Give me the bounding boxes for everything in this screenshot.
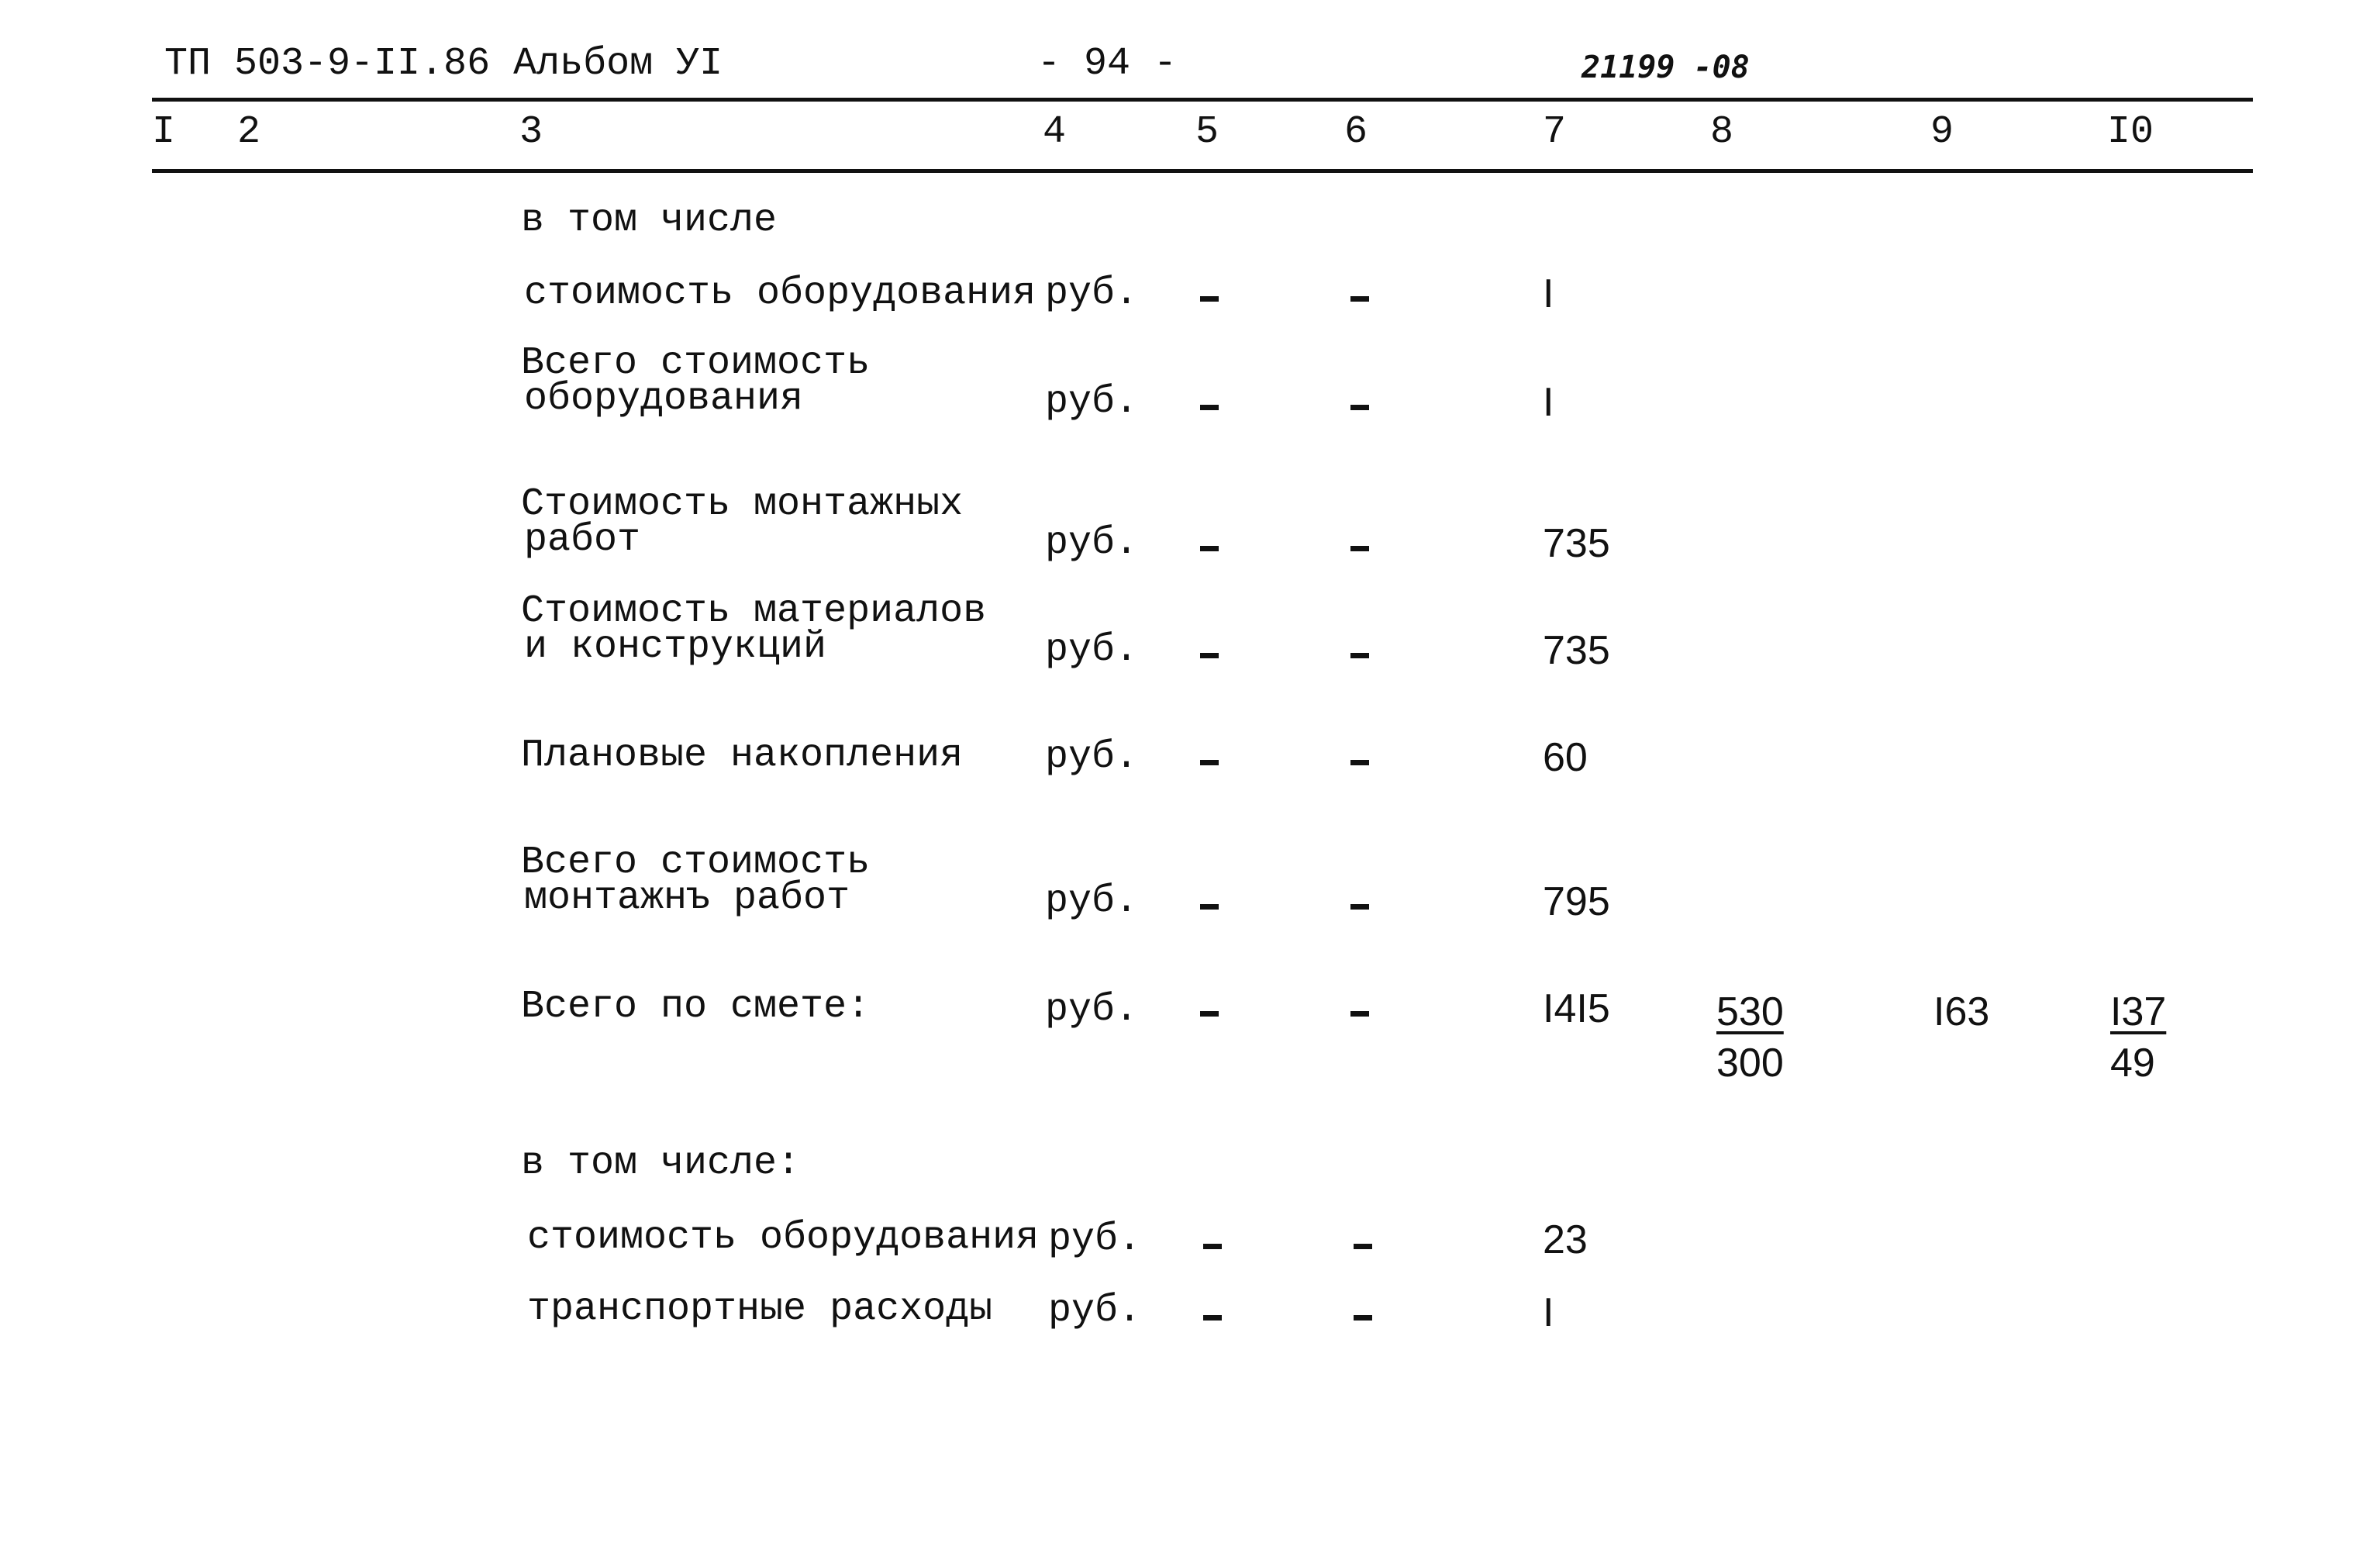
row-label: транспортные расходы	[527, 1287, 993, 1331]
value-col10-bottom: 49	[2110, 1041, 2155, 1086]
dash-col6	[1350, 546, 1369, 551]
column-header-9: 9	[1930, 110, 1954, 154]
column-header-3: 3	[519, 110, 543, 154]
column-header-6: 6	[1344, 110, 1368, 154]
row-label-line2: оборудования	[524, 377, 804, 421]
value-col7: 60	[1543, 735, 1588, 780]
row-unit: руб.	[1045, 988, 1139, 1032]
handwritten-inventory-number: 21199 -08	[1581, 50, 1750, 85]
value-col7: 23	[1543, 1217, 1588, 1262]
dash-col5	[1200, 405, 1219, 410]
dash-col5	[1200, 760, 1219, 765]
row-label-including: в том числе	[521, 199, 778, 243]
dash-col6	[1350, 296, 1369, 302]
column-header-8: 8	[1710, 110, 1734, 154]
row-label-line2: и конструкций	[524, 625, 827, 669]
value-col7: I	[1543, 1290, 1554, 1335]
dash-col5	[1203, 1315, 1222, 1321]
row-label-line1: Стоимость монтажных	[521, 482, 964, 526]
dash-col5	[1203, 1244, 1222, 1249]
row-unit: руб.	[1045, 735, 1139, 779]
column-header-2: 2	[237, 110, 261, 154]
dash-col6	[1354, 1244, 1372, 1249]
dash-col6	[1350, 1011, 1369, 1017]
value-col7: 735	[1543, 521, 1610, 566]
dash-col6	[1354, 1315, 1372, 1321]
dash-col5	[1200, 653, 1219, 658]
value-col8-top: 530	[1716, 989, 1784, 1034]
dash-col6	[1350, 405, 1369, 410]
row-label: Всего по смете:	[521, 985, 871, 1029]
dash-col5	[1200, 904, 1219, 910]
row-label-line1: Всего стоимость	[521, 841, 871, 885]
column-header-5: 5	[1195, 110, 1219, 154]
dash-col5	[1200, 296, 1219, 302]
row-label-line2: работ	[524, 518, 641, 562]
value-col8-bottom: 300	[1716, 1041, 1784, 1086]
page-number: - 94 -	[1037, 42, 1178, 86]
row-label-line1: Всего стоимость	[521, 341, 871, 385]
row-unit: руб.	[1045, 380, 1139, 424]
header-top-rule	[152, 98, 2253, 102]
dash-col6	[1350, 760, 1369, 765]
column-header-7: 7	[1543, 110, 1567, 154]
value-col7: I4I5	[1543, 986, 1610, 1031]
row-unit: руб.	[1045, 521, 1139, 565]
dash-col5	[1200, 546, 1219, 551]
row-label: стоимость оборудования	[524, 271, 1037, 316]
document-code: ТП 503-9-II.86 Альбом УI	[164, 42, 723, 86]
row-unit: руб.	[1045, 628, 1139, 672]
value-col7: I	[1543, 380, 1554, 425]
value-col7: I	[1543, 271, 1554, 316]
row-unit: руб.	[1045, 879, 1139, 923]
value-col7: 735	[1543, 628, 1610, 673]
dash-col6	[1350, 653, 1369, 658]
row-label-line2: монтажнъ работ	[524, 876, 850, 920]
value-col9: I63	[1933, 989, 1990, 1034]
row-label-line1: Стоимость материалов	[521, 589, 987, 634]
dash-col5	[1200, 1011, 1219, 1017]
row-unit: руб.	[1048, 1289, 1142, 1333]
column-header-4: 4	[1043, 110, 1067, 154]
dash-col6	[1350, 904, 1369, 910]
header-bottom-rule	[152, 169, 2253, 173]
column-header-1: I	[152, 110, 176, 154]
row-label: Плановые накопления	[521, 734, 964, 778]
row-unit: руб.	[1048, 1217, 1142, 1262]
row-label-including: в том числе:	[521, 1141, 801, 1186]
value-col7: 795	[1543, 879, 1610, 924]
value-col10-top: I37	[2110, 989, 2167, 1034]
column-header-10: I0	[2107, 110, 2154, 154]
row-unit: руб.	[1045, 271, 1139, 316]
row-label: стоимость оборудования	[527, 1216, 1040, 1260]
